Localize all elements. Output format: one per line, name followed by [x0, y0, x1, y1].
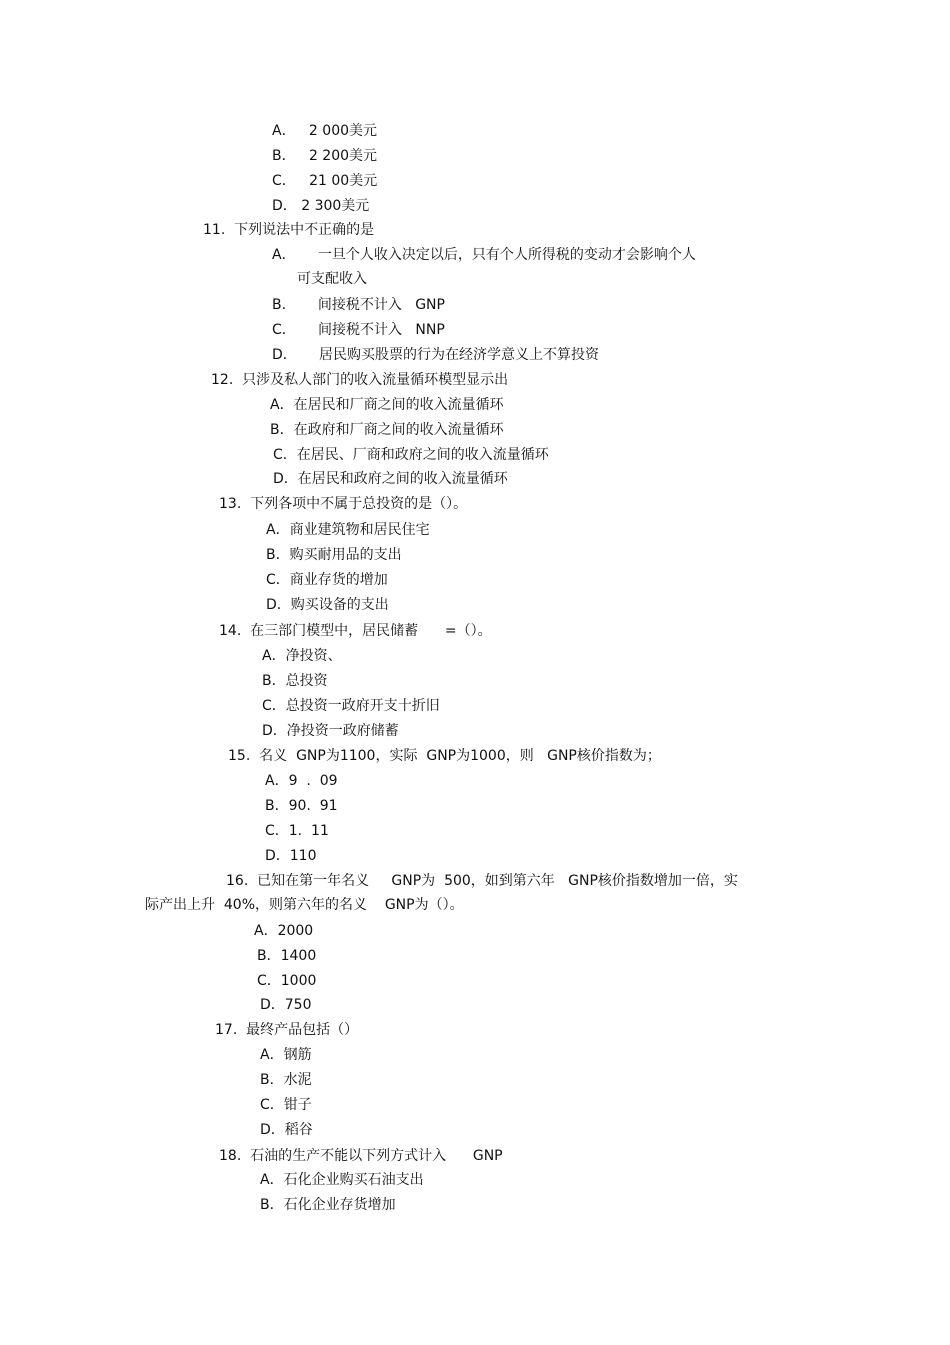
- option-line: B． 间接税不计入 GNP: [272, 297, 445, 313]
- question-line: 际产出上升 40%，则第六年的名义 GNP为（）。: [145, 897, 464, 913]
- option-line: A．石化企业购买石油支出: [260, 1172, 424, 1188]
- option-line: A．在居民和厂商之间的收入流量循环: [270, 397, 504, 413]
- option-line: A．净投资、: [262, 648, 342, 664]
- option-line: C．钳子: [260, 1097, 312, 1113]
- option-line: C． 21 00美元: [272, 173, 378, 189]
- option-line: A．9 . 09: [265, 773, 338, 789]
- option-line: B．在政府和厂商之间的收入流量循环: [270, 422, 504, 438]
- question-line: 16. 已知在第一年名义 GNP为 500，如到第六年 GNP核价指数增加一倍，实: [226, 873, 738, 889]
- option-line: D．购买设备的支出: [266, 597, 389, 613]
- option-line: 可支配收入: [297, 271, 367, 287]
- option-line: B．石化企业存货增加: [260, 1197, 396, 1213]
- question-line: 11. 下列说法中不正确的是: [203, 222, 375, 238]
- option-line: B． 2 200美元: [272, 148, 378, 164]
- option-line: B．1400: [257, 948, 317, 964]
- question-line: 18. 石油的生产不能以下列方式计入 GNP: [219, 1148, 503, 1164]
- option-line: B．水泥: [260, 1072, 312, 1088]
- option-line: D．110: [265, 848, 317, 864]
- option-line: A．商业建筑物和居民住宅: [266, 522, 430, 538]
- option-line: C．总投资一政府开支十折旧: [262, 698, 440, 714]
- option-line: A． 一旦个人收入决定以后，只有个人所得税的变动才会影响个人: [272, 247, 696, 263]
- option-line: D．750: [260, 997, 312, 1013]
- question-line: 15. 名义 GNP为1100，实际 GNP为1000，则 GNP核价指数为；: [228, 748, 661, 764]
- question-line: 13. 下列各项中不属于总投资的是（）。: [219, 496, 468, 512]
- option-line: D．稻谷: [260, 1122, 313, 1138]
- option-line: C．商业存货的增加: [266, 572, 388, 588]
- option-line: D．在居民和政府之间的收入流量循环: [273, 471, 508, 487]
- option-line: D． 居民购买股票的行为在经济学意义上不算投资: [272, 347, 600, 363]
- option-line: D．净投资一政府储蓄: [262, 723, 399, 739]
- option-line: D． 2 300美元: [272, 198, 370, 214]
- option-line: C．在居民、厂商和政府之间的收入流量循环: [273, 447, 549, 463]
- option-line: B．购买耐用品的支出: [266, 547, 402, 563]
- question-line: 17. 最终产品包括（）: [215, 1022, 359, 1038]
- option-line: B．90. 91: [265, 798, 338, 814]
- option-line: A． 2 000美元: [272, 123, 378, 139]
- question-line: 14. 在三部门模型中，居民储蓄 =（）。: [219, 623, 492, 639]
- option-line: A．钢筋: [260, 1047, 312, 1063]
- option-line: C．1000: [257, 973, 317, 989]
- option-line: C．1. 11: [265, 823, 329, 839]
- option-line: B．总投资: [262, 673, 328, 689]
- option-line: C． 间接税不计入 NNP: [272, 322, 445, 338]
- option-line: A．2000: [254, 923, 314, 939]
- question-line: 12. 只涉及私人部门的收入流量循环模型显示出: [211, 372, 509, 388]
